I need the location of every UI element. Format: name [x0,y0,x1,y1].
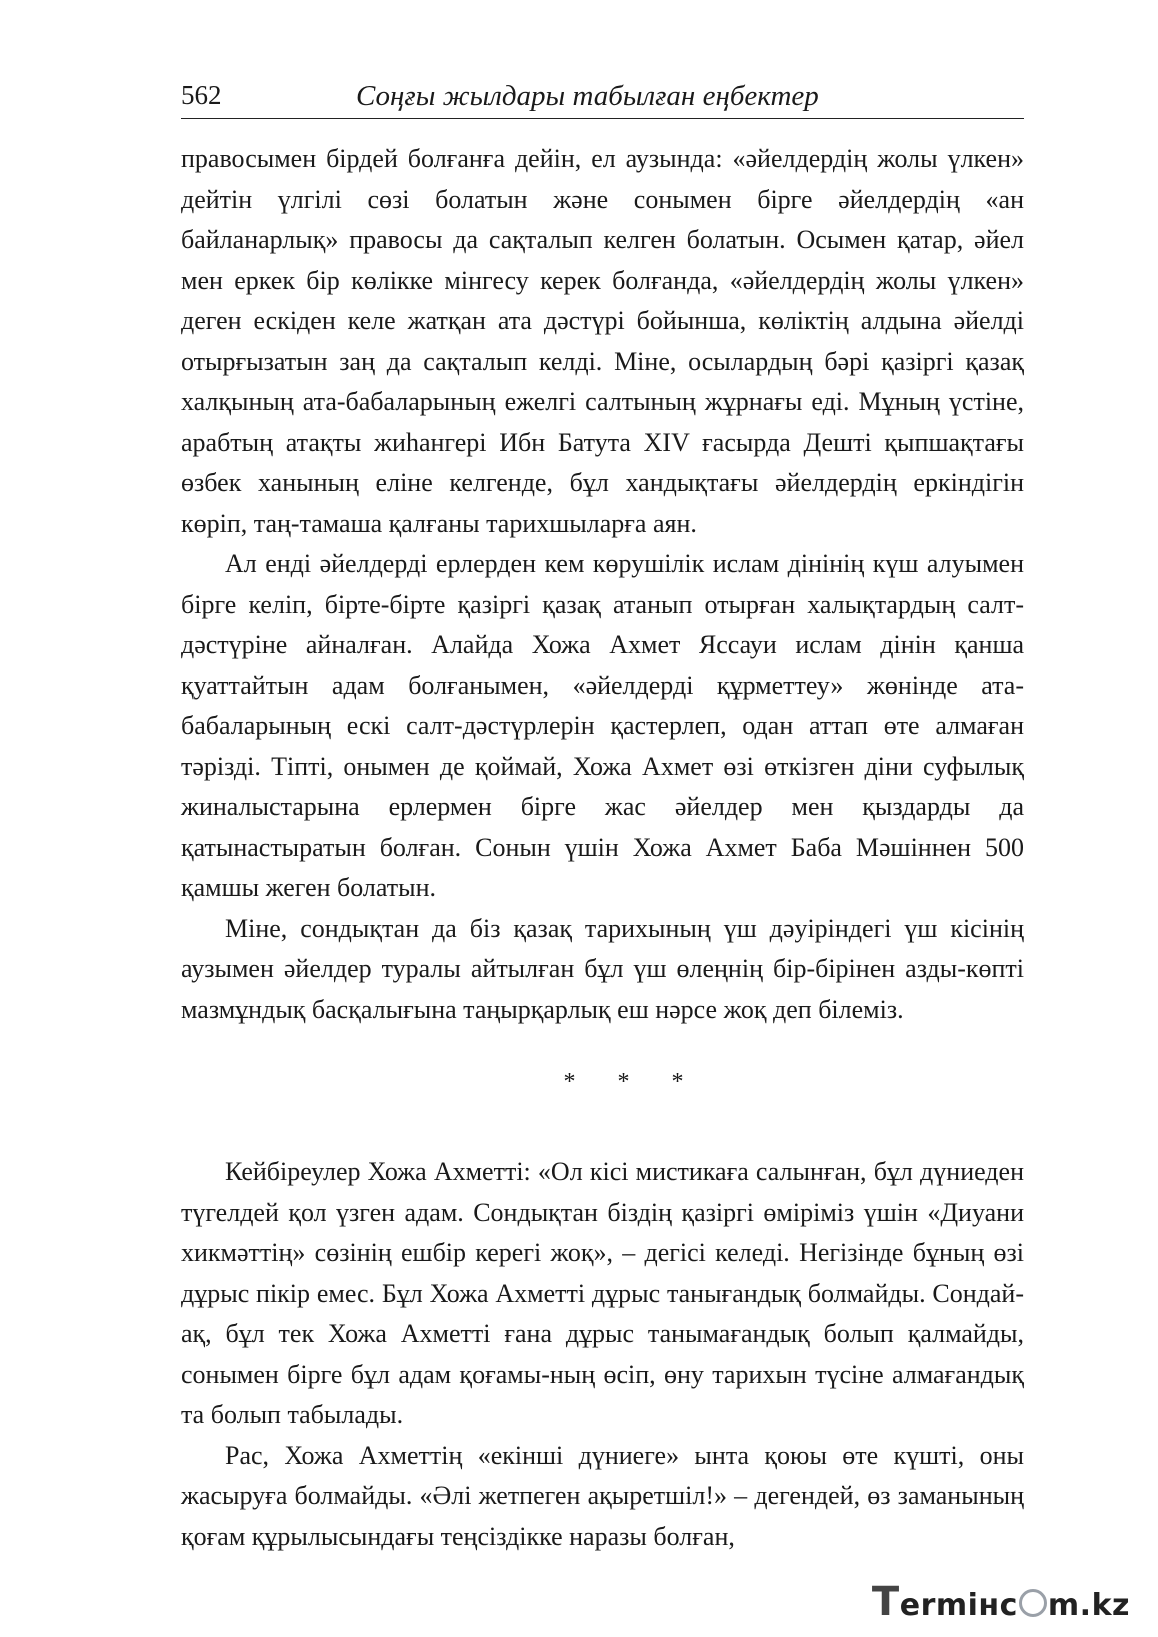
section-separator: * * * [563,1069,702,1095]
ring-icon [1019,1589,1047,1617]
watermark-initial: T [871,1579,900,1625]
watermark-logo [872,1579,1130,1625]
watermark-text-start: ermінc [899,1588,1018,1623]
paragraph: Рас, Хожа Ахметтің «екінші дүниеге» ынта қоюы өте күшті, оны жасыруға болмайды. «Әлі жетпеген ақыретшіл!» – дегендей, өз заманының қоғам құрылысындағы теңсіздікке наразы болған, [181,1440,1024,1551]
paragraph: Кейбіреулер Хожа Ахметті: «Ол кісі мистикаға салынған, бұл дүниеден түгелдей қол үзген адам. Сондықтан біздің қазіргі өміріміз үшін «Диуани хикмәттің» сөзінің ешбір керегі жоқ», – дегісі келеді. Негізінде бұның өзі дұрыс пікір емес. Бұл Хожа Ахметті дұрыс танығандық болмайды. Сондай-ақ, бұл тек Хожа Ахметті ғана дұрыс танымағандық болып қалмайды, сонымен бірге бұл адам қоғамы-ның өсіп, өну тарихын түсіне алмағандық та болып табылады. [181,1157,1024,1429]
paragraph: Міне, сондықтан да біз қазақ тарихының үш дәуіріндегі үш кісінің аузымен әйелдер туралы айтылған бұл үш өлеңнің бір-бірінен азды-көпті мазмұндық басқалығына таңырқарлық еш нәрсе жоқ деп білеміз. [181,913,1024,1024]
paragraph: Ал енді әйелдерді ерлерден кем көрушілік ислам дінінің күш алуымен бірге келіп, бірте-бірте қазіргі қазақ атанып отырған халықтардың салт-дәстүріне айналған. Алайда Хожа Ахмет Яссауи ислам дінін қанша қуаттайтын адам болғанымен, «әйелдерді құрметтеу» жөнінде ата-бабаларының ескі салт-дәстүрлерін қастерлеп, одан аттап өте алмаған тәрізді. Тіпті, онымен де қоймай, Хожа Ахмет өзі өткізген діни суфылық жиналыстарына ерлермен бірге жас әйелдер мен қыздарды да қатынастыратын болған. Сонын үшін Хожа Ахмет Баба Мәшіннен 500 қамшы жеген болатын. [181,549,1024,902]
page-number: 562 [181,80,222,110]
page-body [181,139,1024,1557]
running-title: Соңғы жылдары табылған еңбектер [356,80,819,112]
page-header [181,78,1024,119]
paragraph: правосымен бірдей болғанға дейін, ел аузында: «әйелдердің жолы үлкен» дейтін үлгілі сөзі болатын және сонымен бірге әйелдердің «ан байланарлық» правосы да сақталып келген болатын. Осымен қатар, әйел мен еркек бір көлікке мінгесу керек болғанда, «әйелдердің жолы үлкен» деген ескіден келе жатқан ата дәстүрі бойынша, көліктің алдына әйелді отырғызатын заң да сақталып келді. Міне, осылардың бәрі қазіргі қазақ халқының ата-бабаларының ежелгі салтының жұрнағы еді. Мұның үстіне, арабтың атақты жиһангері Ибн Батута XIV ғасырда Дешті қыпшақтағы өзбек ханының еліне келгенде, бұл хандықтағы әйелдердің еркіндігін көріп, таң-тамаша қалғаны тарихшыларға аян. [181,144,1024,538]
watermark-text-end: m.kz [1047,1588,1130,1623]
